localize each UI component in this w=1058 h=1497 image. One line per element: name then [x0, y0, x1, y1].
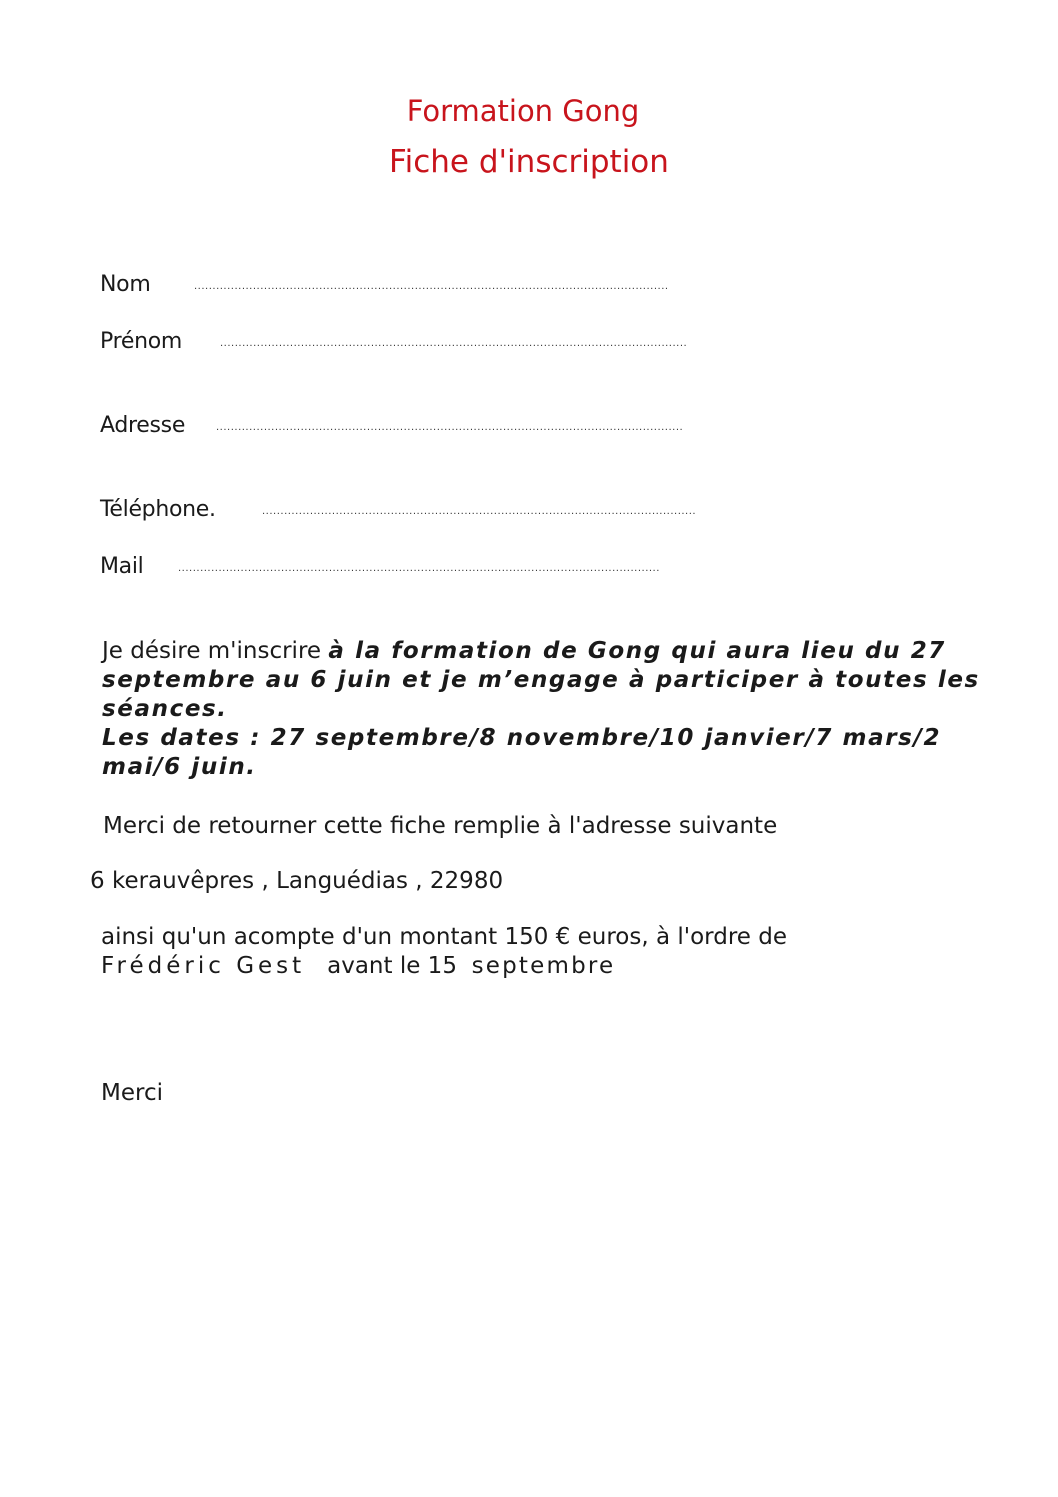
deposit-deadline-month: septembre [471, 953, 616, 979]
field-label-adresse: Adresse [100, 413, 186, 438]
field-prenom [100, 329, 790, 359]
field-telephone [100, 497, 790, 527]
field-mail [100, 554, 790, 584]
dates-line-2: mai/6 juin. [102, 754, 257, 780]
field-nom [100, 272, 790, 302]
intro-emph-1: à la formation de Gong qui aura lieu du 27 [328, 638, 946, 664]
field-dots-adresse: ............................................................................................................................... [216, 422, 684, 433]
return-instructions: Merci de retourner cette fiche remplie à l'adresse suivante [103, 813, 778, 839]
dates-line-1: Les dates : 27 septembre/8 novembre/10 janvier/7 mars/2 [102, 725, 942, 751]
field-label-prenom: Prénom [100, 329, 183, 354]
return-address: 6 kerauvêpres , Languédias , 22980 [90, 868, 504, 894]
field-adresse [100, 413, 790, 443]
field-dots-prenom: ............................................................................................................................... [220, 338, 688, 349]
deposit-line-2 [101, 952, 787, 981]
registration-paragraph [102, 637, 980, 782]
intro-plain: Je désire m'inscrire [102, 638, 329, 664]
field-label-nom: Nom [100, 272, 151, 297]
deposit-name: Frédéric Gest [101, 953, 306, 979]
field-dots-mail: ................................................................................................................................... [178, 563, 660, 574]
registration-line-2: septembre au 6 juin et je m’engage à participer à toutes les [102, 667, 980, 693]
form-title: Formation Gong [406, 94, 640, 128]
closing-text: Merci [101, 1080, 163, 1106]
field-dots-telephone: ...................................................................................................................... [262, 506, 697, 517]
registration-line-3: séances. [102, 696, 228, 722]
field-label-telephone: Téléphone. [100, 497, 216, 522]
registration-line-1 [102, 637, 980, 666]
form-subtitle: Fiche d'inscription [389, 144, 669, 180]
field-dots-nom: ................................................................................................................................. [194, 281, 669, 292]
deposit-paragraph [101, 923, 787, 981]
field-label-mail: Mail [100, 554, 144, 579]
deposit-deadline-prefix: avant le 15 [327, 953, 457, 979]
deposit-line-1: ainsi qu'un acompte d'un montant 150 € euros, à l'ordre de [101, 924, 787, 950]
